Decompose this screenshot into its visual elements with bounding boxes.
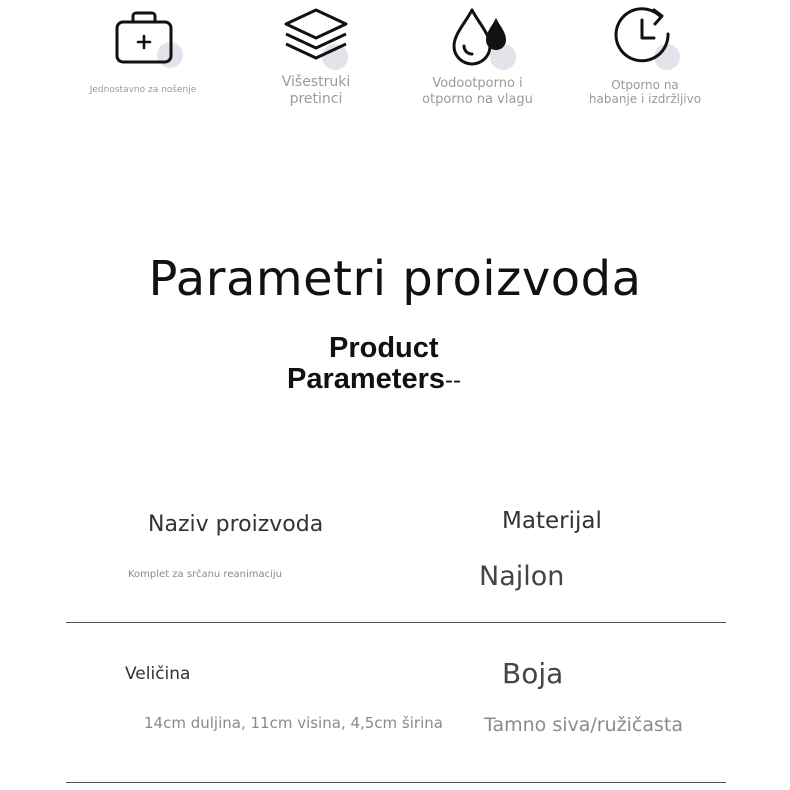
divider (66, 782, 726, 783)
water-drop-icon (448, 4, 524, 74)
param-size-value: 14cm duljina, 11cm visina, 4,5cm širina (144, 714, 443, 732)
clock-refresh-icon (610, 4, 686, 74)
feature-label: Vodootporno i otporno na vlagu (422, 76, 533, 107)
layers-icon (280, 6, 356, 76)
param-name-label: Naziv proizvoda (148, 512, 324, 537)
divider (66, 622, 726, 623)
param-color-value: Tamno siva/ružičasta (484, 714, 683, 736)
param-material-value: Najlon (479, 561, 565, 592)
param-name-value: Komplet za srčanu reanimaciju (128, 569, 282, 580)
param-material-label: Materijal (502, 508, 602, 534)
param-color-label: Boja (502, 657, 564, 690)
feature-label: Višestruki pretinci (281, 74, 351, 107)
page-subtitle (287, 333, 461, 396)
first-aid-kit-icon (113, 8, 183, 72)
subtitle-line-1: Product (329, 332, 439, 364)
param-size-label: Veličina (125, 664, 191, 684)
subtitle-line-2: Parameters-- (287, 363, 461, 395)
page-title: Parametri proizvoda (148, 251, 642, 307)
feature-label: Jednostavno za nošenje (89, 85, 197, 95)
feature-label: Otporno na habanje i izdržljivo (588, 78, 702, 107)
